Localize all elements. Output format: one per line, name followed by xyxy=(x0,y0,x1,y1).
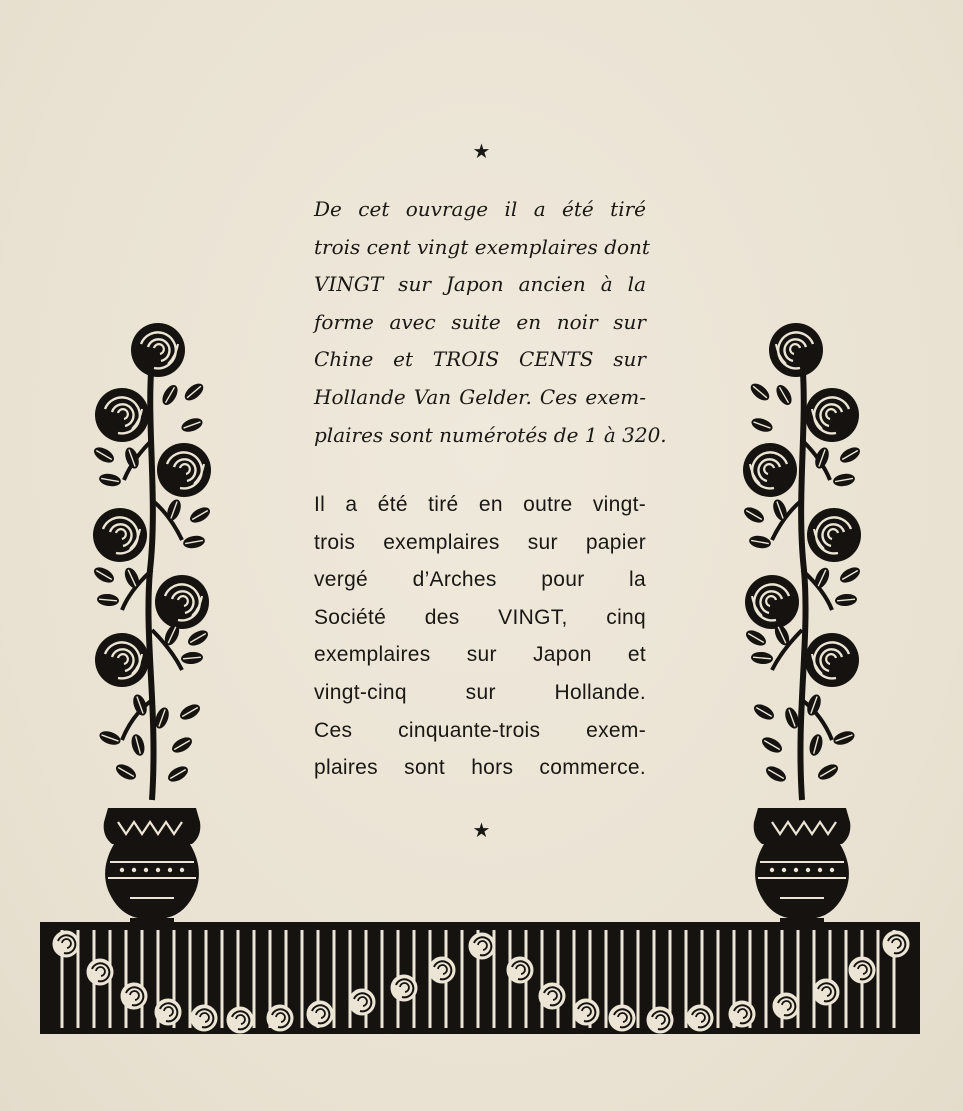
bottom-star-ornament: ★ xyxy=(472,818,491,842)
paragraph-1-line: De cet ouvrage il a été tiré xyxy=(314,197,646,221)
paragraph-1-line: plaires sont numérotés de 1 à 320. xyxy=(314,422,667,447)
top-star-ornament: ★ xyxy=(472,139,491,163)
paragraph-2-line: vergé d’Arches pour la xyxy=(314,568,646,592)
paragraph-2-line: Ces cinquante-trois exem- xyxy=(314,718,646,742)
paragraph-1-line: VINGT sur Japon ancien à la xyxy=(314,272,646,297)
paragraph-2-line: trois exemplaires sur papier xyxy=(314,530,646,554)
paragraph-2-line: Société des VINGT, cinq xyxy=(314,605,646,629)
paragraph-2-line: plaires sont hors commerce. xyxy=(314,756,646,780)
paragraph-2-line: vingt-cinq sur Hollande. xyxy=(314,680,646,704)
paragraph-2-line: exemplaires sur Japon et xyxy=(314,643,646,667)
plinth-ornament xyxy=(40,922,920,1034)
colophon-paragraph-2 xyxy=(314,486,646,787)
paragraph-1-line: forme avec suite en noir sur xyxy=(314,309,646,334)
paragraph-1-line: Chine et TROIS CENTS sur xyxy=(314,347,646,372)
paragraph-1-line: trois cent vingt exemplaires dont xyxy=(314,234,650,259)
paragraph-1-line: Hollande Van Gelder. Ces exem- xyxy=(314,384,646,409)
paragraph-2-line: Il a été tiré en outre vingt- xyxy=(314,493,646,516)
colophon-paragraph-1 xyxy=(314,191,667,454)
